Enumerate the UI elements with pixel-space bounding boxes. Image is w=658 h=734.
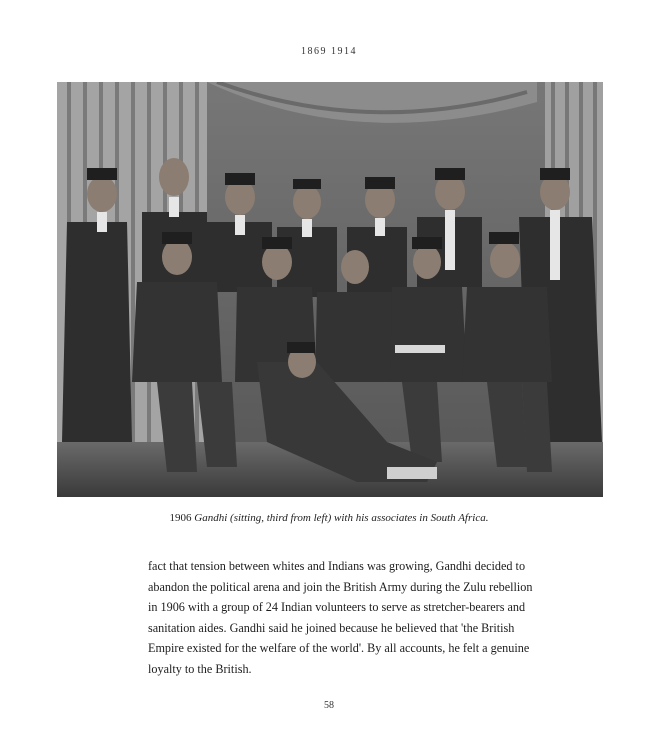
caption-text: Gandhi (sitting, third from left) with his associates in South Africa. xyxy=(194,512,489,524)
body-line: Empire existed for the welfare of the world'. By all accounts, he felt a genuine xyxy=(148,641,530,655)
body-line: in 1906 with a group of 24 Indian volunteers to serve as stretcher-bearers and xyxy=(148,600,526,614)
group-photograph xyxy=(57,82,603,497)
body-line: sanitation aides. Gandhi said he joined because he believed that 'the British xyxy=(148,620,515,635)
running-head: 1869 1914 xyxy=(301,46,357,57)
body-line: fact that tension between whites and Indians was growing, Gandhi decided to xyxy=(148,559,526,573)
body-line: loyalty to the British. xyxy=(148,661,252,676)
page-number: 58 xyxy=(324,700,334,711)
body-paragraph xyxy=(148,556,533,679)
photo-caption xyxy=(0,512,658,524)
caption-year: 1906 xyxy=(169,512,192,524)
body-line: abandon the political arena and join the British Army during the Zulu rebellion xyxy=(148,579,533,594)
